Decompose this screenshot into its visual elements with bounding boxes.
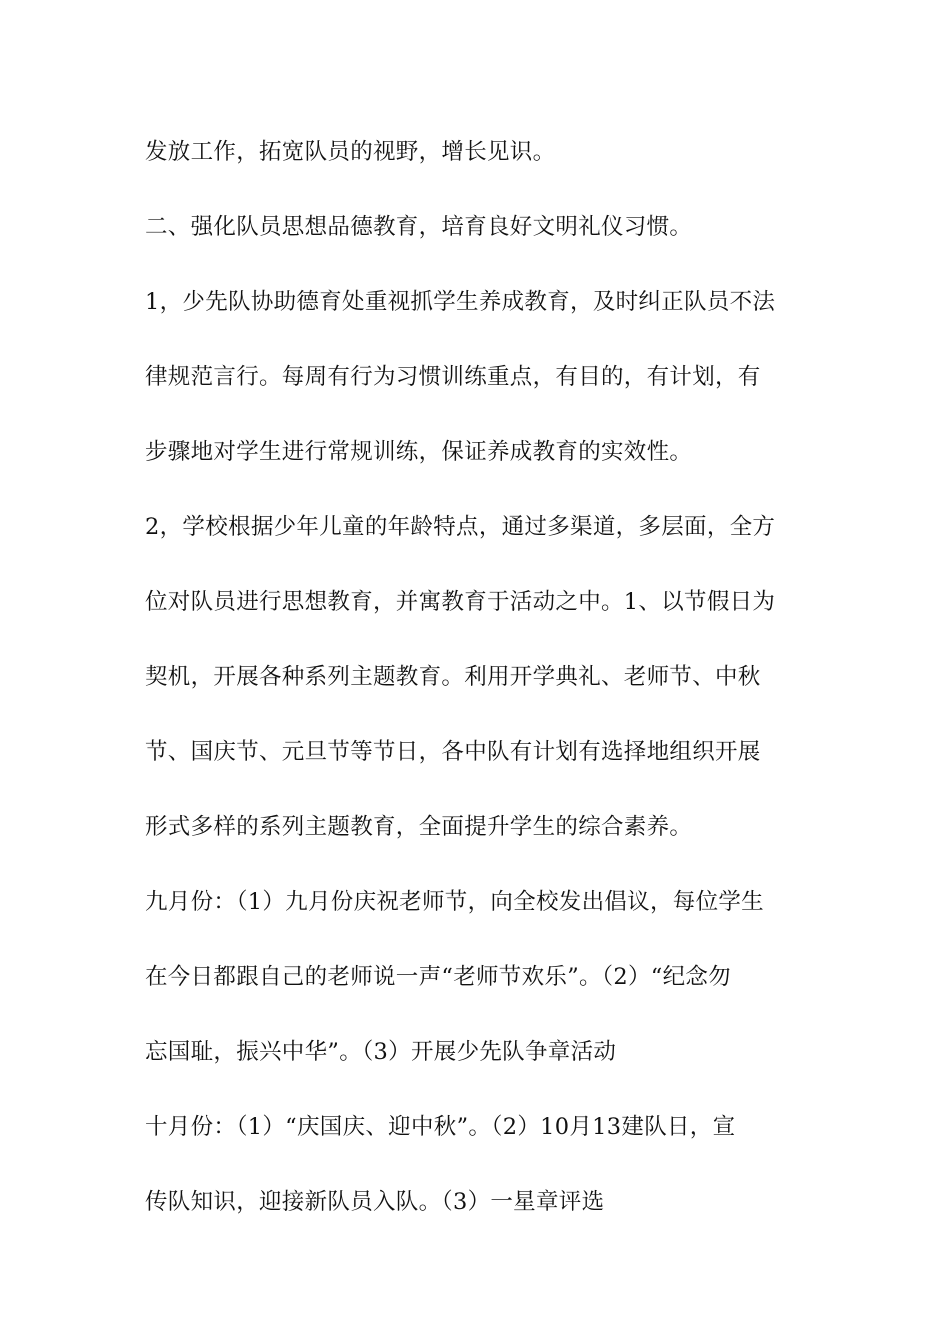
text-line: 发放工作，拓宽队员的视野，增长见识。 bbox=[145, 139, 556, 165]
text-line: 2，学校根据少年儿童的年龄特点，通过多渠道，多层面，全方 bbox=[145, 514, 776, 540]
section-heading: 二、强化队员思想品德教育，培育良好文明礼仪习惯。 bbox=[145, 214, 693, 240]
text-line: 形式多样的系列主题教育，全面提升学生的综合素养。 bbox=[145, 814, 693, 840]
text-line: 传队知识，迎接新队员入队。（3）一星章评选 bbox=[145, 1189, 605, 1215]
text-line: 十月份：（1）“庆国庆、迎中秋”。（2）10月13建队日，宣 bbox=[145, 1114, 736, 1140]
text-line: 位对队员进行思想教育，并寓教育于活动之中。1、以节假日为 bbox=[145, 589, 776, 615]
text-line: 契机，开展各种系列主题教育。利用开学典礼、老师节、中秋 bbox=[145, 664, 761, 690]
text-line: 忘国耻，振兴中华”。（3）开展少先队争章活动 bbox=[145, 1039, 617, 1065]
text-line: 节、国庆节、元旦节等节日，各中队有计划有选择地组织开展 bbox=[145, 739, 761, 765]
text-line: 律规范言行。每周有行为习惯训练重点，有目的，有计划，有 bbox=[145, 364, 761, 390]
text-line: 步骤地对学生进行常规训练，保证养成教育的实效性。 bbox=[145, 439, 693, 465]
text-line: 九月份：（1）九月份庆祝老师节，向全校发出倡议，每位学生 bbox=[145, 889, 764, 915]
text-line: 1，少先队协助德育处重视抓学生养成教育，及时纠正队员不法 bbox=[145, 289, 776, 315]
text-line: 在今日都跟自己的老师说一声“老师节欢乐”。（2）“纪念勿 bbox=[145, 964, 731, 990]
